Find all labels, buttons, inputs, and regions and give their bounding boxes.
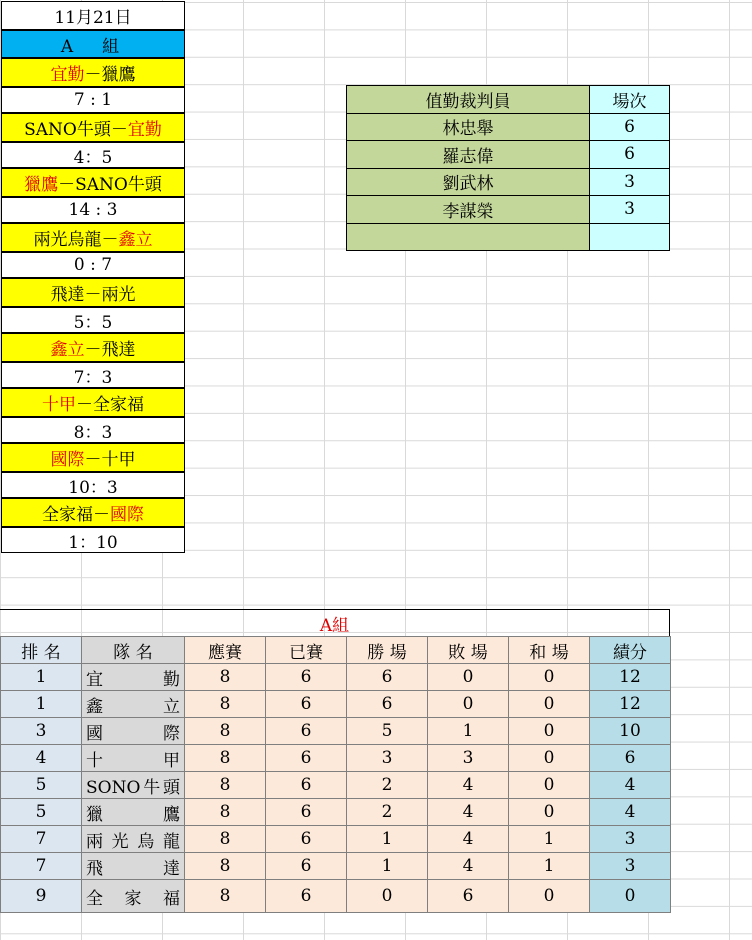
referee-count-cell[interactable]: 3 bbox=[589, 168, 670, 197]
standings-cell[interactable]: 4 bbox=[427, 825, 509, 853]
match-cell[interactable] bbox=[1, 278, 185, 307]
referee-count-cell[interactable]: 6 bbox=[589, 140, 670, 169]
dash-separator: － bbox=[84, 65, 102, 85]
score-cell[interactable]: 5：5 bbox=[1, 307, 185, 333]
team-name-text: 宜 勤 bbox=[86, 669, 180, 690]
away-team-label: 十甲 bbox=[101, 450, 136, 470]
standings-cell[interactable]: 6 bbox=[265, 690, 347, 718]
team-name-cell[interactable] bbox=[81, 717, 185, 745]
standings-header-cell[interactable]: 敗 場 bbox=[427, 636, 509, 664]
score-cell[interactable]: 4：5 bbox=[1, 142, 185, 168]
home-team-label: 飛達 bbox=[50, 285, 85, 305]
standings-header-cell[interactable]: 應賽 bbox=[184, 636, 266, 664]
standings-cell[interactable]: 6 bbox=[346, 690, 428, 718]
referee-header-count[interactable]: 場次 bbox=[589, 85, 670, 114]
standings-cell[interactable]: 1 bbox=[427, 717, 509, 745]
standings-header-cell[interactable]: 勝 場 bbox=[346, 636, 428, 664]
match-cell[interactable] bbox=[1, 113, 185, 142]
score-cell[interactable]: 7：3 bbox=[1, 362, 185, 388]
team-name-cell[interactable] bbox=[81, 879, 185, 913]
dash-separator: － bbox=[84, 285, 102, 305]
standings-cell[interactable]: 7 bbox=[0, 852, 82, 880]
standings-cell[interactable]: 6 bbox=[265, 798, 347, 826]
standings-cell[interactable]: 6 bbox=[265, 852, 347, 880]
standings-cell[interactable]: 0 bbox=[508, 744, 590, 772]
match-cell[interactable] bbox=[1, 498, 185, 527]
home-team-label: 全家福 bbox=[42, 505, 93, 525]
standings-cell[interactable]: 4 bbox=[427, 852, 509, 880]
away-team-label: 鑫立 bbox=[118, 230, 153, 250]
away-team-label: 獵鷹 bbox=[101, 65, 136, 85]
standings-cell[interactable]: 10 bbox=[589, 717, 671, 745]
standings-cell[interactable]: 8 bbox=[184, 825, 266, 853]
standings-cell[interactable]: 0 bbox=[508, 690, 590, 718]
standings-cell[interactable]: 5 bbox=[0, 798, 82, 826]
match-cell[interactable] bbox=[1, 223, 185, 252]
team-name-text: 獵 鷹 bbox=[86, 804, 180, 825]
match-cell[interactable] bbox=[1, 168, 185, 197]
referee-header-name[interactable]: 值勤裁判員 bbox=[346, 85, 590, 114]
team-name-text: 國 際 bbox=[86, 723, 180, 744]
standings-cell[interactable]: 0 bbox=[508, 717, 590, 745]
team-name-text: 全 家 福 bbox=[86, 888, 180, 909]
standings-header-cell[interactable]: 績分 bbox=[589, 636, 671, 664]
team-name-text: 飛 達 bbox=[86, 858, 180, 879]
dash-separator: － bbox=[93, 505, 110, 525]
team-name-cell[interactable] bbox=[81, 663, 185, 691]
standings-cell[interactable]: 9 bbox=[0, 879, 82, 913]
standings-cell[interactable]: 0 bbox=[508, 798, 590, 826]
standings-cell[interactable]: 8 bbox=[184, 744, 266, 772]
match-cell[interactable] bbox=[1, 388, 185, 417]
referee-count-cell[interactable] bbox=[589, 223, 670, 252]
standings-header-cell[interactable]: 排 名 bbox=[0, 636, 82, 664]
standings-cell[interactable]: 0 bbox=[508, 771, 590, 799]
referee-name-cell[interactable]: 劉武林 bbox=[346, 168, 590, 197]
standings-cell[interactable]: 1 bbox=[0, 690, 82, 718]
standings-cell[interactable]: 8 bbox=[184, 879, 266, 913]
home-team-label: 兩光烏龍 bbox=[33, 230, 102, 250]
dash-separator: － bbox=[110, 120, 128, 140]
standings-cell[interactable]: 0 bbox=[427, 663, 509, 691]
home-team-label: 國際 bbox=[50, 450, 85, 470]
standings-cell[interactable]: 0 bbox=[589, 879, 671, 913]
referee-count-cell[interactable]: 6 bbox=[589, 113, 670, 142]
standings-cell[interactable]: 1 bbox=[508, 825, 590, 853]
away-team-label: 宜勤 bbox=[127, 120, 162, 140]
standings-cell[interactable]: 8 bbox=[184, 690, 266, 718]
team-name-cell[interactable] bbox=[81, 744, 185, 772]
group-label-cell[interactable]: A 組 bbox=[1, 30, 185, 58]
match-cell[interactable] bbox=[1, 333, 185, 362]
standings-cell[interactable]: 8 bbox=[184, 717, 266, 745]
standings-cell[interactable]: 0 bbox=[427, 690, 509, 718]
standings-cell[interactable]: 6 bbox=[265, 771, 347, 799]
team-name-cell[interactable] bbox=[81, 771, 185, 799]
dash-separator: － bbox=[58, 175, 76, 195]
score-cell[interactable]: 1：10 bbox=[1, 527, 185, 553]
referee-count-cell[interactable]: 3 bbox=[589, 195, 670, 224]
dash-separator: － bbox=[84, 450, 102, 470]
standings-cell[interactable]: 6 bbox=[265, 744, 347, 772]
match-cell[interactable] bbox=[1, 58, 185, 87]
standings-header-cell[interactable]: 隊 名 bbox=[81, 636, 185, 664]
standings-cell[interactable]: 8 bbox=[184, 663, 266, 691]
standings-cell[interactable]: 4 bbox=[589, 798, 671, 826]
team-name-cell[interactable] bbox=[81, 798, 185, 826]
standings-cell[interactable]: 2 bbox=[346, 771, 428, 799]
dash-separator: － bbox=[84, 340, 102, 360]
standings-cell[interactable]: 6 bbox=[346, 663, 428, 691]
score-cell[interactable]: 7 : 1 bbox=[1, 87, 185, 113]
score-cell[interactable]: 8：3 bbox=[1, 417, 185, 443]
standings-cell[interactable]: 6 bbox=[265, 717, 347, 745]
date-cell[interactable]: 11月21日 bbox=[1, 1, 185, 30]
dash-separator: － bbox=[101, 230, 119, 250]
standings-cell[interactable]: 1 bbox=[508, 852, 590, 880]
standings-cell[interactable]: 7 bbox=[0, 825, 82, 853]
standings-cell[interactable]: 4 bbox=[589, 771, 671, 799]
standings-cell[interactable]: 5 bbox=[346, 717, 428, 745]
team-name-cell[interactable] bbox=[81, 690, 185, 718]
away-team-label: 兩光 bbox=[101, 285, 136, 305]
team-name-text: 鑫 立 bbox=[86, 696, 180, 717]
standings-cell[interactable]: 4 bbox=[427, 798, 509, 826]
standings-title[interactable]: A組 bbox=[0, 609, 670, 636]
standings-cell[interactable]: 6 bbox=[265, 663, 347, 691]
standings-cell[interactable]: 12 bbox=[589, 690, 671, 718]
away-team-label: 飛達 bbox=[101, 340, 136, 360]
standings-cell[interactable]: 5 bbox=[0, 771, 82, 799]
standings-cell[interactable]: 6 bbox=[265, 825, 347, 853]
referee-name-cell[interactable]: 李謀榮 bbox=[346, 195, 590, 224]
standings-header-cell[interactable]: 和 場 bbox=[508, 636, 590, 664]
standings-cell[interactable]: 3 bbox=[589, 825, 671, 853]
standings-cell[interactable]: 3 bbox=[427, 744, 509, 772]
standings-cell[interactable]: 6 bbox=[589, 744, 671, 772]
team-name-cell[interactable] bbox=[81, 852, 185, 880]
standings-cell[interactable]: 6 bbox=[427, 879, 509, 913]
score-cell[interactable]: 10：3 bbox=[1, 472, 185, 498]
standings-cell[interactable]: 6 bbox=[265, 879, 347, 913]
home-team-label: 鑫立 bbox=[50, 340, 85, 360]
standings-cell[interactable]: 0 bbox=[346, 879, 428, 913]
standings-cell[interactable]: 8 bbox=[184, 798, 266, 826]
standings-header-cell[interactable]: 已賽 bbox=[265, 636, 347, 664]
score-cell[interactable]: 0 : 7 bbox=[1, 252, 185, 278]
home-team-label: 十甲 bbox=[42, 395, 76, 415]
standings-cell[interactable]: 1 bbox=[346, 852, 428, 880]
standings-cell[interactable]: 3 bbox=[346, 744, 428, 772]
home-team-label: 宜勤 bbox=[50, 65, 85, 85]
standings-cell[interactable]: 2 bbox=[346, 798, 428, 826]
referee-name-cell[interactable]: 林忠舉 bbox=[346, 113, 590, 142]
standings-cell[interactable]: 1 bbox=[346, 825, 428, 853]
referee-name-cell[interactable]: 羅志偉 bbox=[346, 140, 590, 169]
standings-cell[interactable]: 0 bbox=[508, 879, 590, 913]
match-cell[interactable] bbox=[1, 443, 185, 472]
away-team-label: 國際 bbox=[110, 505, 144, 525]
home-team-label: 獵鷹 bbox=[24, 175, 59, 195]
dash-separator: － bbox=[76, 395, 93, 415]
standings-cell[interactable]: 12 bbox=[589, 663, 671, 691]
standings-cell[interactable]: 8 bbox=[184, 852, 266, 880]
score-cell[interactable]: 14 : 3 bbox=[1, 197, 185, 223]
away-team-label: 全家福 bbox=[93, 395, 144, 415]
team-name-text: 十 甲 bbox=[86, 750, 180, 771]
standings-cell[interactable]: 3 bbox=[589, 852, 671, 880]
team-name-text: 兩光烏龍 bbox=[86, 831, 180, 852]
team-name-text: SONO牛頭 bbox=[86, 777, 180, 798]
standings-cell[interactable]: 8 bbox=[184, 771, 266, 799]
standings-cell[interactable]: 0 bbox=[508, 663, 590, 691]
team-name-cell[interactable] bbox=[81, 825, 185, 853]
referee-name-cell[interactable] bbox=[346, 223, 590, 252]
home-team-label: SANO牛頭 bbox=[24, 120, 111, 140]
standings-cell[interactable]: 1 bbox=[0, 663, 82, 691]
standings-cell[interactable]: 4 bbox=[427, 771, 509, 799]
standings-cell[interactable]: 3 bbox=[0, 717, 82, 745]
standings-cell[interactable]: 4 bbox=[0, 744, 82, 772]
away-team-label: SANO牛頭 bbox=[75, 175, 162, 195]
